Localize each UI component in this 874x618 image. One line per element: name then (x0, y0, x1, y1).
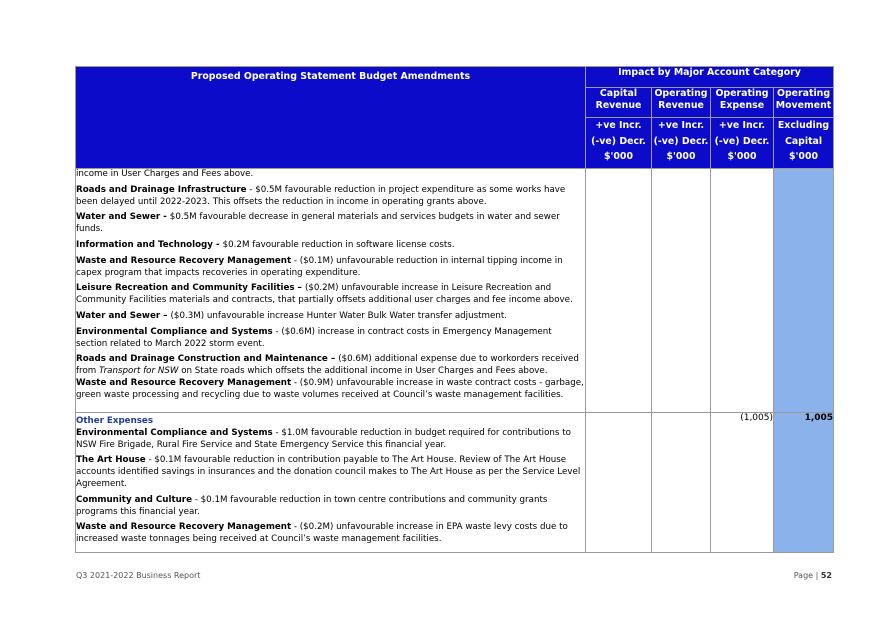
amendment-item: Environmental Compliance and Systems - ($0.6M) increase in contract costs in Emergency Management section related to March 2022 storm event. (76, 326, 552, 349)
amendment-item: Waste and Resource Recovery Management - ($0.2M) unfavourable increase in EPA waste levy costs due to increased waste tonnages being received at Council’s waste management facilities. (76, 522, 568, 545)
description-cell (76, 413, 586, 553)
operating-expense-value: (1,005) (711, 413, 774, 553)
operating-movement-cell (774, 169, 834, 413)
units-operating-expense: +ve Incr. (-ve) Decr. $'000 (711, 118, 774, 169)
amendment-item: Roads and Drainage Construction and Maintenance – ($0.6M) additional expense due to workorders received from Transport for NSW on State roads which offsets the additional income in User Charges and Fees above. (76, 354, 579, 377)
footer-report-title: Q3 2021-2022 Business Report (76, 571, 201, 580)
amendment-item: Roads and Drainage Infrastructure - $0.5M favourable reduction in project expenditure as some works have been delayed until 2022-2023. This offsets the reduction in income in operating grants above. (76, 184, 566, 207)
operating-revenue-cell (652, 413, 711, 553)
operating-expense-cell (711, 169, 774, 413)
amendment-item: Water and Sewer - $0.5M favourable decrease in general materials and services budgets in water and sewer funds. (76, 212, 560, 235)
col-operating-revenue: Operating Revenue (652, 88, 711, 118)
budget-amendments-table (75, 66, 834, 553)
amendment-item: Leisure Recreation and Community Facilities – ($0.2M) unfavourable increase in Leisure Recreation and Community Facilities materials and contracts, that partially offsets additional user charges and fee income above. (76, 283, 573, 306)
amendment-item: The Art House - $0.1M favourable reduction in contribution payable to The Art House. Review of The Art House accounts identified savings in insurances and the donation council makes to The Art House as per the Service Level Agreement. (76, 455, 581, 489)
table-row (76, 169, 834, 413)
operating-movement-value: 1,005 (774, 413, 834, 553)
units-operating-revenue: +ve Incr. (-ve) Decr. $'000 (652, 118, 711, 169)
impact-header: Impact by Major Account Category (586, 67, 834, 88)
amendment-item: Water and Sewer – ($0.3M) unfavourable increase Hunter Water Bulk Water transfer adjustment. (76, 310, 508, 321)
col-operating-movement: Operating Movement (774, 88, 834, 118)
capital-revenue-cell (586, 413, 652, 553)
header-row-main (76, 67, 834, 88)
operating-revenue-cell (652, 169, 711, 413)
table-row (76, 413, 834, 553)
amendment-item: income in User Charges and Fees above. (76, 169, 254, 179)
col-capital-revenue: Capital Revenue (586, 88, 652, 118)
amendment-item: Information and Technology - $0.2M favourable reduction in software license costs. (76, 239, 455, 250)
units-operating-movement: Excluding Capital $'000 (774, 118, 834, 169)
footer-page-number: Page | 52 (793, 571, 832, 580)
amendment-item: Waste and Resource Recovery Management - ($0.9M) unfavourable increase in waste contract costs - garbage, green waste processing and recycling due to waste volumes received at Council’s waste management facilities. (76, 377, 584, 400)
description-cell (76, 169, 586, 413)
amendment-item: Waste and Resource Recovery Management - ($0.1M) unfavourable reduction in internal tipping income in capex program that impacts recoveries in operating expenditure. (76, 255, 563, 278)
section-heading: Other Expenses (76, 416, 153, 426)
col-operating-expense: Operating Expense (711, 88, 774, 118)
proposed-amendments-header: Proposed Operating Statement Budget Amendments (76, 67, 586, 169)
amendment-item: Community and Culture - $0.1M favourable reduction in town centre contributions and community grants programs this financial year. (76, 494, 548, 517)
amendment-item: Environmental Compliance and Systems - $1.0M favourable reduction in budget required for contributions to NSW Fire Brigade, Rural Fire Service and State Emergency Service this financial year. (76, 427, 571, 450)
capital-revenue-cell (586, 169, 652, 413)
units-capital-revenue: +ve Incr. (-ve) Decr. $'000 (586, 118, 652, 169)
